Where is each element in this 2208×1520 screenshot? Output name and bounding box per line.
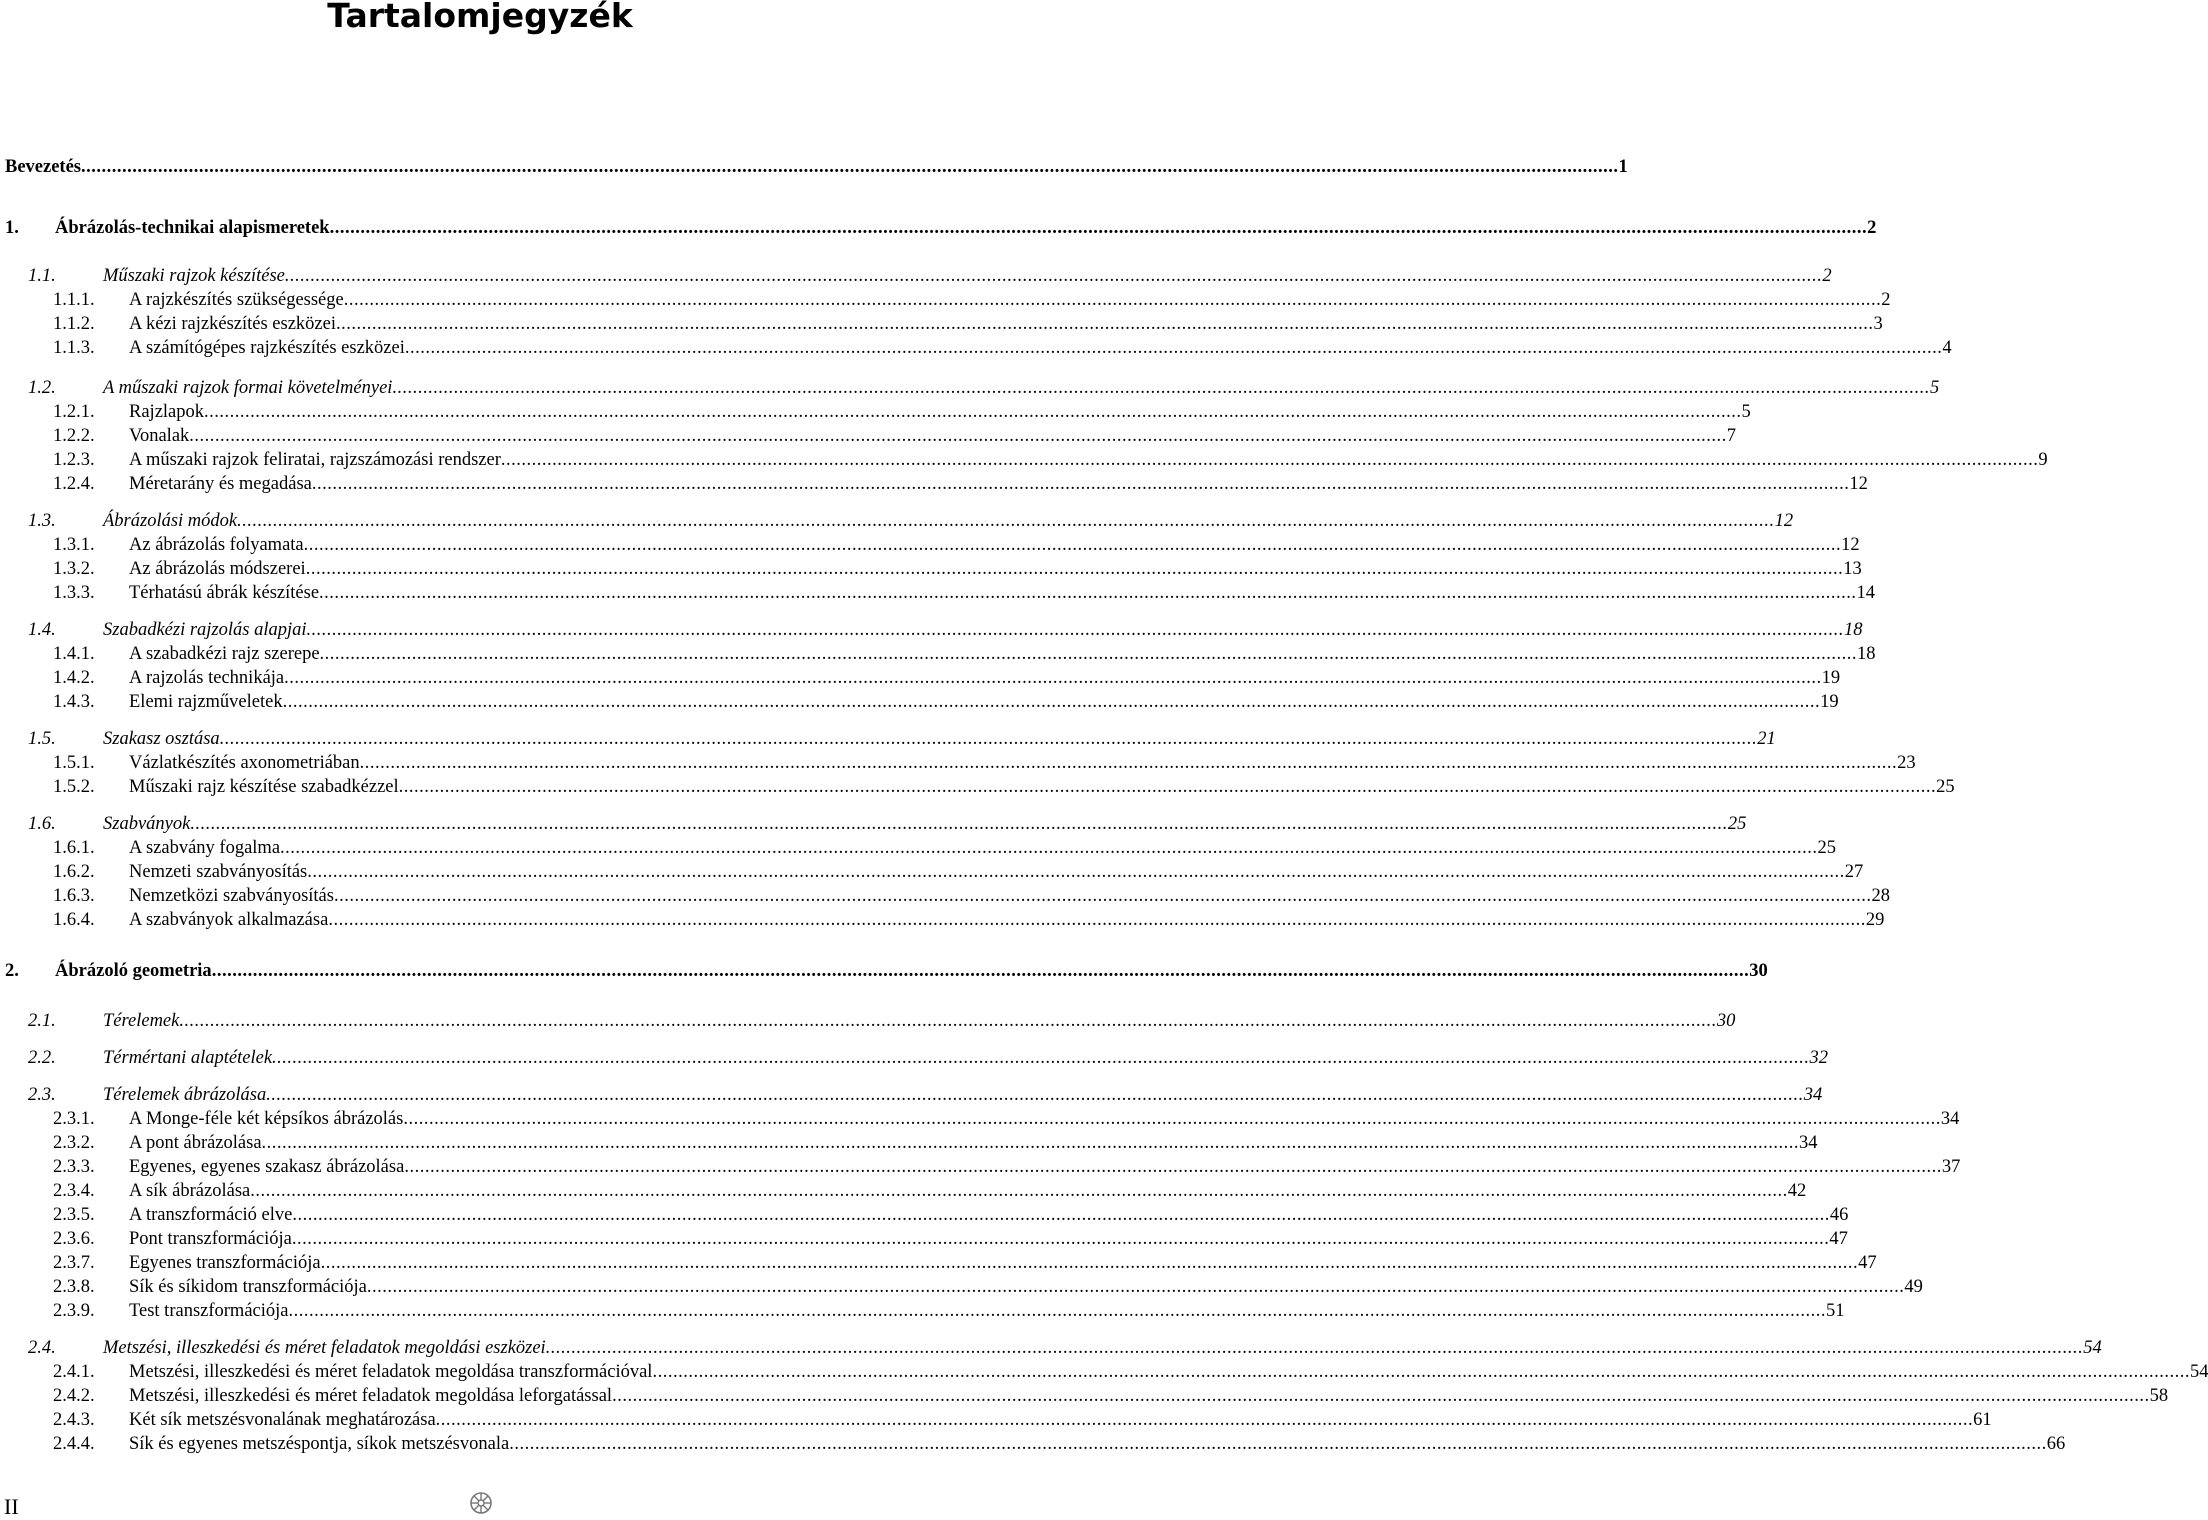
toc-entry-page: 7 [1726, 426, 1737, 446]
toc-dot-leader: ............................................................................................................................................................................................................................................................................................................ [545, 1338, 2084, 1358]
toc-entry-page: 54 [2189, 1362, 2208, 1382]
toc-entry-title: Elemi rajzműveletek [129, 692, 283, 712]
toc-dot-leader: ............................................................................................................................................................................................................................................................................................................ [306, 620, 1845, 640]
toc-entry[interactable] [0, 666, 1841, 690]
toc-entry-number: 2.1. [28, 1011, 56, 1031]
toc-entry[interactable] [0, 618, 1863, 642]
toc-entry-title: Metszési, illeszkedési és méret feladatok megoldása transzformációval [129, 1362, 653, 1382]
toc-entry-title: Egyenes transzformációja [129, 1253, 321, 1273]
toc-entry-page: 30 [1716, 1011, 1736, 1031]
toc-dot-leader: ............................................................................................................................................................................................................................................................................................................ [329, 218, 1868, 238]
toc-dot-leader: ............................................................................................................................................................................................................................................................................................................ [320, 1253, 1859, 1273]
toc-dot-leader: ............................................................................................................................................................................................................................................................................................................ [219, 729, 1758, 749]
toc-dot-leader: ............................................................................................................................................................................................................................................................................................................ [211, 961, 1750, 981]
toc-entry[interactable] [0, 424, 1737, 448]
toc-entry[interactable] [0, 727, 1776, 751]
toc-entry-page: 23 [1897, 753, 1916, 773]
toc-entry-number: 1.1. [28, 266, 56, 286]
toc-dot-leader: ............................................................................................................................................................................................................................................................................................................ [261, 1133, 1800, 1153]
toc-dot-leader: ............................................................................................................................................................................................................................................................................................................ [343, 290, 1882, 310]
toc-entry-page: 30 [1749, 961, 1768, 981]
toc-entry-number: 1.1.3. [53, 338, 95, 358]
toc-entry-title: Térmértani alaptételek [103, 1048, 273, 1068]
toc-entry-title: A kézi rajzkészítés eszközei [129, 314, 336, 334]
toc-entry-page: 13 [1843, 559, 1862, 579]
toc-entry[interactable] [0, 400, 1751, 424]
toc-entry-number: 1.5. [28, 729, 56, 749]
toc-entry-title: Vázlatkészítés axonometriában [129, 753, 360, 773]
toc-entry[interactable] [0, 642, 1876, 666]
toc-entry-page: 12 [1841, 535, 1860, 555]
toc-entry-page: 42 [1787, 1181, 1807, 1201]
toc-entry-number: 1.4.1. [53, 644, 95, 664]
toc-entry[interactable] [0, 533, 1860, 557]
toc-entry[interactable] [0, 1107, 1960, 1131]
toc-entry-page: 61 [1973, 1410, 1992, 1430]
toc-dot-leader: ............................................................................................................................................................................................................................................................................................................ [311, 474, 1850, 494]
toc-entry-page: 34 [1799, 1133, 1818, 1153]
toc-dot-leader: ............................................................................................................................................................................................................................................................................................................ [266, 1085, 1804, 1105]
toc-entry-number: 2.3.6. [53, 1229, 95, 1249]
toc-dot-leader: ............................................................................................................................................................................................................................................................................................................ [404, 338, 1943, 358]
toc-entry-page: 47 [1829, 1229, 1848, 1249]
toc-entry-page: 49 [1904, 1277, 1923, 1297]
toc-entry-page: 58 [2149, 1386, 2169, 1406]
toc-dot-leader: ............................................................................................................................................................................................................................................................................................................ [288, 1301, 1826, 1321]
toc-entry-title: A műszaki rajzok feliratai, rajzszámozási rendszer [129, 450, 501, 470]
toc-entry-page: 51 [1825, 1301, 1845, 1321]
toc-entry[interactable] [0, 1432, 2066, 1456]
toc-entry[interactable] [0, 509, 1794, 533]
toc-entry[interactable] [0, 908, 1885, 932]
toc-entry-number: 2.3.1. [53, 1109, 95, 1129]
toc-entry[interactable] [0, 1384, 2169, 1408]
toc-dot-leader: ............................................................................................................................................................................................................................................................................................................ [292, 1205, 1830, 1225]
toc-entry[interactable] [0, 264, 1832, 288]
toc-entry-number: 1.3.1. [53, 535, 95, 555]
toc-entry[interactable] [0, 557, 1862, 581]
toc-entry-title: A pont ábrázolása [129, 1133, 262, 1153]
footer-page-number: II [4, 1494, 19, 1519]
toc-entry-title: Nemzetközi szabványosítás [129, 886, 334, 906]
toc-entry-title: Sík és síkidom transzformációja [129, 1277, 367, 1297]
toc-entry[interactable] [0, 1179, 1807, 1203]
toc-entry-number: 2.3.3. [53, 1157, 95, 1177]
toc-entry-title: Az ábrázolás módszerei [129, 559, 306, 579]
toc-entry-number: 1.4.3. [53, 692, 95, 712]
toc-entry-page: 2 [1822, 266, 1832, 286]
toc-entry-number: 1.2.1. [53, 402, 95, 422]
toc-dot-leader: ............................................................................................................................................................................................................................................................................................................ [303, 535, 1842, 555]
toc-dot-leader: ............................................................................................................................................................................................................................................................................................................ [305, 559, 1844, 579]
toc-dot-leader: ............................................................................................................................................................................................................................................................................................................ [404, 1157, 1942, 1177]
toc-dot-leader: ............................................................................................................................................................................................................................................................................................................ [280, 838, 1818, 858]
wheel-logo-icon [469, 1491, 493, 1515]
toc-entry-title: Méretarány és megadása [129, 474, 312, 494]
toc-entry-page: 34 [1803, 1085, 1823, 1105]
toc-entry-number: 1.5.1. [53, 753, 95, 773]
toc-entry-title: A rajzolás technikája [129, 668, 285, 688]
toc-entry-number: 2.2. [28, 1048, 56, 1068]
toc-dot-leader: ............................................................................................................................................................................................................................................................................................................ [435, 1410, 1974, 1430]
toc-entry-number: 1.3. [28, 511, 56, 531]
toc-entry-title: Műszaki rajzok készítése [103, 266, 285, 286]
toc-entry[interactable] [0, 336, 1952, 360]
toc-entry[interactable] [0, 288, 1891, 312]
toc-entry-number: 1.6.3. [53, 886, 95, 906]
toc-entry-page: 29 [1865, 910, 1885, 930]
toc-entry-page: 25 [1817, 838, 1837, 858]
toc-entry[interactable] [0, 1009, 1736, 1033]
toc-entry-page: 28 [1871, 886, 1890, 906]
toc-entry-number: 2.4. [28, 1338, 56, 1358]
toc-entry-title: A rajzkészítés szükségessége [129, 290, 344, 310]
toc-entry-title: Test transzformációja [129, 1301, 289, 1321]
toc-entry[interactable] [0, 1299, 1845, 1323]
toc-entry-title: Bevezetés [5, 157, 82, 177]
toc-dot-leader: ............................................................................................................................................................................................................................................................................................................ [398, 777, 1937, 797]
toc-entry-title: Metszési, illeszkedési és méret feladatok megoldási eszközei [103, 1338, 546, 1358]
toc-dot-leader: ............................................................................................................................................................................................................................................................................................................ [189, 426, 1727, 446]
toc-entry-number: 1.4.2. [53, 668, 95, 688]
toc-entry-title: Ábrázolási módok [103, 511, 238, 531]
toc-entry[interactable] [0, 812, 1747, 836]
toc-dot-leader: ............................................................................................................................................................................................................................................................................................................ [500, 450, 2039, 470]
toc-entry-page: 46 [1829, 1205, 1849, 1225]
toc-entry-page: 9 [2038, 450, 2048, 470]
toc-entry[interactable] [0, 1083, 1823, 1107]
toc-entry-page: 27 [1844, 862, 1864, 882]
toc-entry-title: Szabadkézi rajzolás alapjai [103, 620, 307, 640]
toc-entry-page: 2 [1867, 218, 1877, 238]
toc-entry-number: 1.2.3. [53, 450, 95, 470]
toc-dot-leader: ............................................................................................................................................................................................................................................................................................................ [319, 583, 1857, 603]
toc-entry-title: A sík ábrázolása [129, 1181, 251, 1201]
toc-entry[interactable] [0, 1408, 1992, 1432]
toc-entry-number: 1.5.2. [53, 777, 95, 797]
toc-dot-leader: ............................................................................................................................................................................................................................................................................................................ [179, 1011, 1717, 1031]
toc-entry-page: 2 [1881, 290, 1891, 310]
toc-entry-page: 47 [1858, 1253, 1877, 1273]
toc-entry[interactable] [0, 312, 1883, 336]
toc-entry[interactable] [0, 775, 1955, 799]
toc-entry-title: Két sík metszésvonalának meghatározása [129, 1410, 436, 1430]
toc-entry-page: 25 [1727, 814, 1747, 834]
toc-entry-number: 1.2.2. [53, 426, 95, 446]
toc-entry[interactable] [0, 1203, 1849, 1227]
toc-dot-leader: ............................................................................................................................................................................................................................................................................................................ [392, 378, 1930, 398]
toc-dot-leader: ............................................................................................................................................................................................................................................................................................................ [333, 886, 1872, 906]
toc-dot-leader: ............................................................................................................................................................................................................................................................................................................ [272, 1048, 1810, 1068]
toc-entry-page: 19 [1821, 668, 1841, 688]
toc-entry[interactable] [0, 216, 1877, 240]
toc-dot-leader: ............................................................................................................................................................................................................................................................................................................ [250, 1181, 1788, 1201]
toc-dot-leader: ............................................................................................................................................................................................................................................................................................................ [366, 1277, 1905, 1297]
toc-entry-page: 12 [1774, 511, 1794, 531]
toc-entry-page: 3 [1873, 314, 1883, 334]
toc-entry-number: 1. [5, 218, 19, 238]
toc-entry-number: 2.3.8. [53, 1277, 95, 1297]
toc-dot-leader: ............................................................................................................................................................................................................................................................................................................ [319, 644, 1858, 664]
toc-entry[interactable] [0, 1275, 1923, 1299]
toc-entry-number: 2. [5, 961, 19, 981]
toc-entry-title: Ábrázolás-technikai alapismeretek [55, 218, 330, 238]
toc-dot-leader: ............................................................................................................................................................................................................................................................................................................ [204, 402, 1742, 422]
toc-entry-title: A szabványok alkalmazása [129, 910, 329, 930]
toc-entry[interactable] [0, 751, 1916, 775]
toc-entry[interactable] [0, 155, 1628, 179]
toc-entry-number: 2.3. [28, 1085, 56, 1105]
toc-entry-number: 1.3.3. [53, 583, 95, 603]
toc-entry-title: Térelemek ábrázolása [103, 1085, 267, 1105]
toc-entry-title: Műszaki rajz készítése szabadkézzel [129, 777, 399, 797]
toc-entry-title: Az ábrázolás folyamata [129, 535, 304, 555]
toc-entry-title: Szakasz osztása [103, 729, 220, 749]
toc-dot-leader: ............................................................................................................................................................................................................................................................................................................ [652, 1362, 2190, 1382]
toc-entry-number: 2.4.2. [53, 1386, 95, 1406]
toc-entry[interactable] [0, 1155, 1961, 1179]
toc-dot-leader: ............................................................................................................................................................................................................................................................................................................ [307, 862, 1845, 882]
toc-entry[interactable] [0, 884, 1890, 908]
toc-entry-number: 2.3.2. [53, 1133, 95, 1153]
toc-entry-title: Nemzeti szabványosítás [129, 862, 308, 882]
toc-entry-title: Térelemek [103, 1011, 180, 1031]
toc-entry[interactable] [0, 1046, 1829, 1070]
toc-entry[interactable] [0, 1227, 1848, 1251]
toc-entry[interactable] [0, 1251, 1877, 1275]
toc-entry-number: 1.3.2. [53, 559, 95, 579]
toc-dot-leader: ............................................................................................................................................................................................................................................................................................................ [359, 753, 1898, 773]
toc-entry-title: Térhatású ábrák készítése [129, 583, 320, 603]
toc-entry[interactable] [0, 836, 1837, 860]
toc-dot-leader: ............................................................................................................................................................................................................................................................................................................ [284, 266, 1823, 286]
toc-entry-page: 54 [2083, 1338, 2102, 1358]
toc-entry-number: 2.4.4. [53, 1434, 95, 1454]
toc-dot-leader: ............................................................................................................................................................................................................................................................................................................ [190, 814, 1728, 834]
toc-entry-page: 4 [1942, 338, 1952, 358]
toc-entry-title: A Monge-féle két képsíkos ábrázolás [129, 1109, 404, 1129]
toc-entry-number: 1.6.1. [53, 838, 95, 858]
toc-entry-number: 1.1.2. [53, 314, 95, 334]
toc-dot-leader: ............................................................................................................................................................................................................................................................................................................ [237, 511, 1775, 531]
toc-entry-title: Pont transzformációja [129, 1229, 292, 1249]
toc-entry-page: 25 [1936, 777, 1955, 797]
toc-entry-title: A számítógépes rajzkészítés eszközei [129, 338, 405, 358]
toc-entry-number: 1.2.4. [53, 474, 95, 494]
toc-entry[interactable] [0, 376, 1940, 400]
toc-entry[interactable] [0, 1360, 2208, 1384]
toc-entry[interactable] [0, 690, 1839, 714]
toc-entry[interactable] [0, 1336, 2102, 1360]
toc-entry-page: 18 [1857, 644, 1876, 664]
toc-entry-page: 19 [1820, 692, 1839, 712]
toc-entry-number: 2.3.7. [53, 1253, 95, 1273]
toc-entry-number: 2.4.3. [53, 1410, 95, 1430]
toc-entry-title: Egyenes, egyenes szakasz ábrázolása [129, 1157, 405, 1177]
toc-entry-number: 2.4.1. [53, 1362, 95, 1382]
toc-dot-leader: ............................................................................................................................................................................................................................................................................................................ [403, 1109, 1941, 1129]
toc-entry-page: 32 [1809, 1048, 1829, 1068]
toc-entry-title: A szabvány fogalma [129, 838, 281, 858]
toc-entry-page: 18 [1844, 620, 1863, 640]
toc-entry-page: 34 [1940, 1109, 1960, 1129]
toc-entry-title: A szabadkézi rajz szerepe [129, 644, 320, 664]
toc-dot-leader: ............................................................................................................................................................................................................................................................................................................ [282, 692, 1821, 712]
toc-entry-title: Sík és egyenes metszéspontja, síkok metszésvonala [129, 1434, 510, 1454]
toc-entry[interactable] [0, 472, 1868, 496]
toc-entry[interactable] [0, 959, 1768, 983]
toc-entry-number: 1.6. [28, 814, 56, 834]
toc-entry-title: Metszési, illeszkedési és méret feladatok megoldása leforgatással [129, 1386, 613, 1406]
toc-entry-page: 12 [1849, 474, 1868, 494]
toc-entry-page: 66 [2046, 1434, 2066, 1454]
toc-entry-number: 1.6.2. [53, 862, 95, 882]
toc-entry[interactable] [0, 860, 1864, 884]
toc-dot-leader: ............................................................................................................................................................................................................................................................................................................ [328, 910, 1866, 930]
toc-entry-number: 2.3.5. [53, 1205, 95, 1225]
toc-entry-page: 21 [1757, 729, 1776, 749]
toc-dot-leader: ............................................................................................................................................................................................................................................................................................................ [336, 314, 1874, 334]
toc-entry[interactable] [0, 1131, 1818, 1155]
toc-dot-leader: ............................................................................................................................................................................................................................................................................................................ [81, 157, 1619, 177]
toc-entry-title: Szabványok [103, 814, 191, 834]
toc-entry-title: Vonalak [129, 426, 190, 446]
page-title: Tartalomjegyzék [327, 0, 633, 35]
toc-entry-page: 5 [1741, 402, 1751, 422]
toc-entry-page: 5 [1929, 378, 1940, 398]
toc-dot-leader: ............................................................................................................................................................................................................................................................................................................ [509, 1434, 2047, 1454]
toc-entry-title: Ábrázoló geometria [55, 961, 212, 981]
toc-entry-page: 37 [1941, 1157, 1961, 1177]
toc-dot-leader: ............................................................................................................................................................................................................................................................................................................ [291, 1229, 1830, 1249]
toc-entry-title: A transzformáció elve [129, 1205, 293, 1225]
toc-entry-number: 2.3.4. [53, 1181, 95, 1201]
toc-entry-title: A műszaki rajzok formai követelményei [103, 378, 393, 398]
toc-entry-number: 1.1.1. [53, 290, 95, 310]
toc-dot-leader: ............................................................................................................................................................................................................................................................................................................ [284, 668, 1822, 688]
toc-entry-number: 2.3.9. [53, 1301, 95, 1321]
toc-entry-page: 1 [1618, 157, 1628, 177]
toc-entry-title: Rajzlapok [129, 402, 205, 422]
toc-dot-leader: ............................................................................................................................................................................................................................................................................................................ [612, 1386, 2150, 1406]
toc-entry-number: 1.4. [28, 620, 56, 640]
toc-entry[interactable] [0, 448, 2048, 472]
toc-entry-number: 1.2. [28, 378, 56, 398]
toc-entry-page: 14 [1856, 583, 1876, 603]
toc-entry-number: 1.6.4. [53, 910, 95, 930]
toc-entry[interactable] [0, 581, 1876, 605]
